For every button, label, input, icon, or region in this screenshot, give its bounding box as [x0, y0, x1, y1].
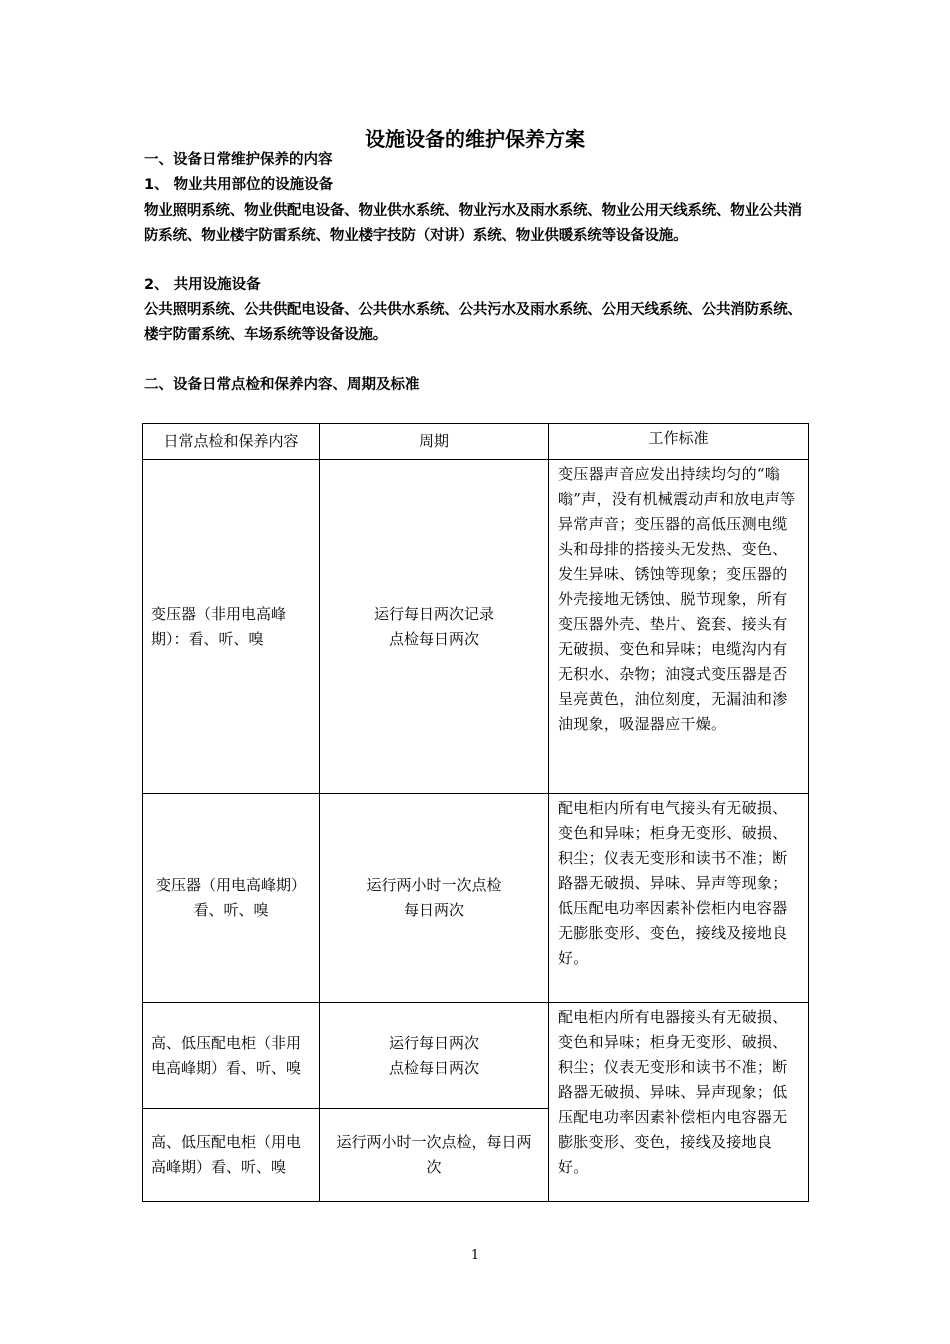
- sub1-heading: 1、 物业共用部位的设施设备: [144, 177, 334, 193]
- row-standard: 配电柜内所有电气接头有无破损、变色和异味；柜身无变形、破损、积尘；仪表无变形和读书不准；断路器无破损、异味、异声等现象；低压配电功率因素补偿柜内电容器无膨胀变形、变色，接线及接地良好。: [549, 794, 809, 1003]
- header-standard: 工作标准: [549, 424, 809, 460]
- row-item: 变压器（用电高峰期） 看、听、嗅: [143, 794, 320, 1003]
- page-number: 1: [470, 1248, 480, 1263]
- sub1-text: 物业照明系统、物业供配电设备、物业供水系统、物业污水及雨水系统、物业公用天线系统、物业公共消防系统、物业楼宇防雷系统、物业楼宇技防（对讲）系统、物业供暖系统等设备设施。: [144, 203, 802, 244]
- row-cycle: 运行每日两次 点检每日两次: [320, 1003, 549, 1109]
- table-row: [143, 460, 809, 794]
- header-cycle: 周期: [320, 424, 549, 460]
- row-cycle: 运行每日两次记录 点检每日两次: [320, 460, 549, 794]
- table-row: [143, 794, 809, 1003]
- document-title: 设施设备的维护保养方案: [365, 127, 585, 151]
- row-item: 高、低压配电柜（非用 电高峰期）看、听、嗅: [143, 1003, 320, 1109]
- row-cycle: 运行两小时一次点检 每日两次: [320, 794, 549, 1003]
- row-cycle: 运行两小时一次点检，每日两 次: [320, 1109, 549, 1202]
- table-row: [143, 1003, 809, 1109]
- row-standard: 变压器声音应发出持续均匀的“嗡嗡”声，没有机械震动声和放电声等异常声音；变压器的高低压测电缆头和母排的搭接头无发热、变色、发生异味、锈蚀等现象；变压器的外壳接地无锈蚀、脱节现象，所有变压器外壳、垫片、瓷套、接头有无破损、变色和异味；电缆沟内有无积水、杂物；油寖式变压器是否呈亮黄色，油位刻度，无漏油和渗油现象，吸湿器应干燥。: [549, 460, 809, 794]
- row-item: 变压器（非用电高峰 期）：看、听、嗅: [143, 460, 320, 794]
- header-item: 日常点检和保养内容: [143, 424, 320, 460]
- table-header-row: [143, 424, 809, 460]
- maintenance-table: [142, 423, 809, 1202]
- sub2-heading: 2、 共用设施设备: [144, 277, 261, 293]
- row-item: 高、低压配电柜（用电 高峰期）看、听、嗅: [143, 1109, 320, 1202]
- row-standard: 配电柜内所有电器接头有无破损、变色和异味；柜身无变形、破损、积尘；仪表无变形和读书不准；断路器无破损、异味、异声现象；低压配电功率因素补偿柜内电容器无膨胀变形、变色，接线及接地良好。: [549, 1003, 809, 1202]
- section1-heading: 一、设备日常维护保养的内容: [144, 152, 333, 168]
- sub2-text: 公共照明系统、公共供配电设备、公共供水系统、公共污水及雨水系统、公用天线系统、公共消防系统、楼宇防雷系统、车场系统等设备设施。: [144, 302, 802, 343]
- section2-heading: 二、设备日常点检和保养内容、周期及标准: [144, 377, 420, 393]
